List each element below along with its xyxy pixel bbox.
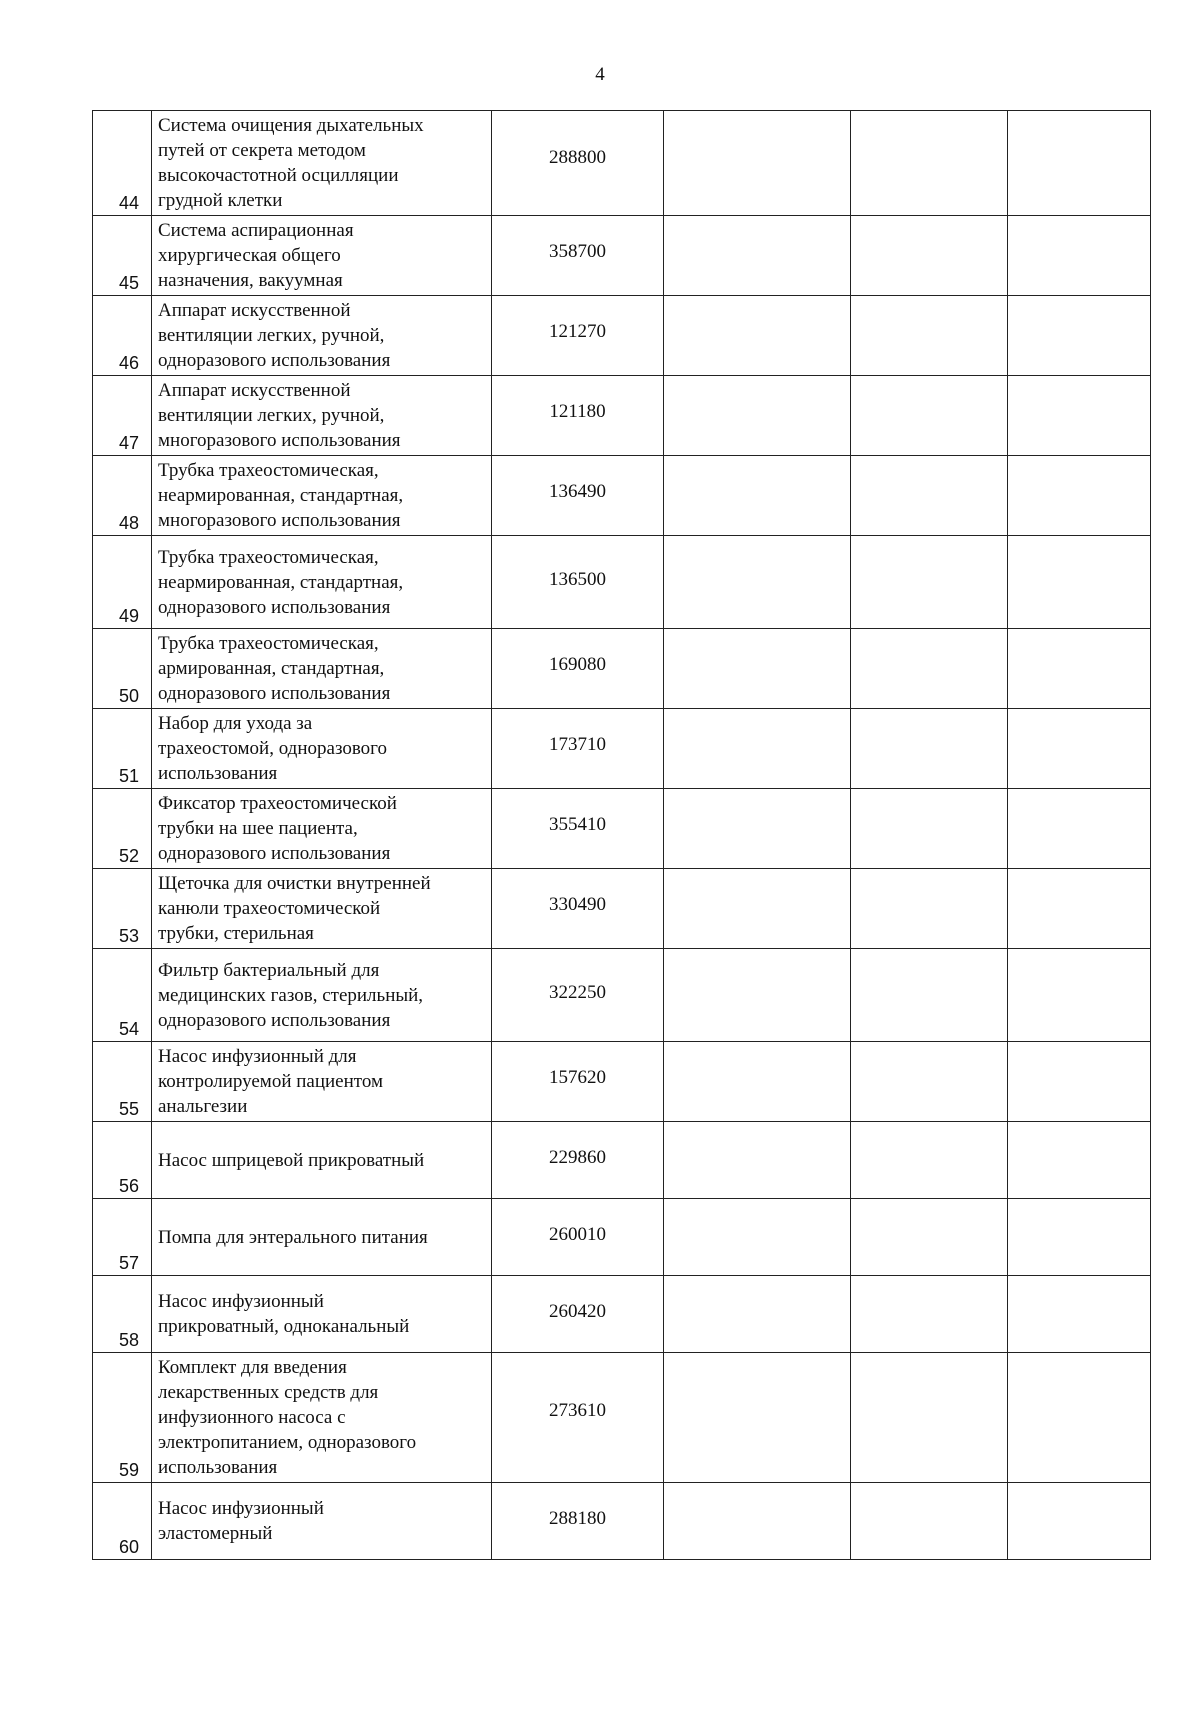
device-code: 355410 bbox=[492, 789, 664, 869]
empty-cell bbox=[664, 1042, 851, 1122]
empty-cell bbox=[851, 456, 1008, 536]
empty-cell bbox=[664, 789, 851, 869]
empty-cell bbox=[851, 216, 1008, 296]
empty-cell bbox=[1008, 949, 1151, 1042]
empty-cell bbox=[851, 1353, 1008, 1483]
device-name: Насос инфузионный эластомерный bbox=[152, 1483, 492, 1560]
device-code: 260420 bbox=[492, 1276, 664, 1353]
table-row bbox=[93, 629, 1151, 709]
row-number: 59 bbox=[93, 1353, 152, 1483]
row-number: 54 bbox=[93, 949, 152, 1042]
row-number: 58 bbox=[93, 1276, 152, 1353]
device-name: Насос инфузионный прикроватный, одноканальный bbox=[152, 1276, 492, 1353]
empty-cell bbox=[1008, 376, 1151, 456]
table-row bbox=[93, 1042, 1151, 1122]
row-number: 53 bbox=[93, 869, 152, 949]
empty-cell bbox=[1008, 709, 1151, 789]
empty-cell bbox=[851, 789, 1008, 869]
table-row bbox=[93, 1276, 1151, 1353]
table-row bbox=[93, 296, 1151, 376]
device-code: 173710 bbox=[492, 709, 664, 789]
device-name: Аппарат искусственной вентиляции легких, ручной, многоразового использования bbox=[152, 376, 492, 456]
device-code: 136500 bbox=[492, 536, 664, 629]
empty-cell bbox=[851, 536, 1008, 629]
empty-cell bbox=[1008, 1122, 1151, 1199]
device-name: Трубка трахеостомическая, неармированная, стандартная, одноразового использования bbox=[152, 536, 492, 629]
empty-cell bbox=[664, 1353, 851, 1483]
device-code: 169080 bbox=[492, 629, 664, 709]
table-row bbox=[93, 216, 1151, 296]
empty-cell bbox=[664, 1199, 851, 1276]
empty-cell bbox=[1008, 1483, 1151, 1560]
page-number: 4 bbox=[595, 64, 605, 85]
empty-cell bbox=[664, 709, 851, 789]
empty-cell bbox=[664, 629, 851, 709]
device-name: Система аспирационная хирургическая общего назначения, вакуумная bbox=[152, 216, 492, 296]
device-name: Трубка трахеостомическая, армированная, стандартная, одноразового использования bbox=[152, 629, 492, 709]
device-name: Насос инфузионный для контролируемой пациентом анальгезии bbox=[152, 1042, 492, 1122]
empty-cell bbox=[664, 216, 851, 296]
device-name: Трубка трахеостомическая, неармированная, стандартная, многоразового использования bbox=[152, 456, 492, 536]
device-code: 330490 bbox=[492, 869, 664, 949]
device-code: 288180 bbox=[492, 1483, 664, 1560]
empty-cell bbox=[664, 536, 851, 629]
device-name: Аппарат искусственной вентиляции легких, ручной, одноразового использования bbox=[152, 296, 492, 376]
empty-cell bbox=[1008, 1353, 1151, 1483]
table-row bbox=[93, 1199, 1151, 1276]
row-number: 52 bbox=[93, 789, 152, 869]
empty-cell bbox=[664, 869, 851, 949]
table-row bbox=[93, 1353, 1151, 1483]
empty-cell bbox=[664, 1276, 851, 1353]
empty-cell bbox=[851, 1042, 1008, 1122]
empty-cell bbox=[1008, 1199, 1151, 1276]
empty-cell bbox=[851, 869, 1008, 949]
empty-cell bbox=[851, 296, 1008, 376]
empty-cell bbox=[664, 1483, 851, 1560]
row-number: 60 bbox=[93, 1483, 152, 1560]
empty-cell bbox=[664, 1122, 851, 1199]
device-name: Фильтр бактериальный для медицинских газов, стерильный, одноразового использования bbox=[152, 949, 492, 1042]
row-number: 57 bbox=[93, 1199, 152, 1276]
device-name: Набор для ухода за трахеостомой, одноразового использования bbox=[152, 709, 492, 789]
device-code: 121270 bbox=[492, 296, 664, 376]
device-code: 273610 bbox=[492, 1353, 664, 1483]
empty-cell bbox=[851, 1199, 1008, 1276]
empty-cell bbox=[1008, 789, 1151, 869]
device-name: Фиксатор трахеостомической трубки на шее пациента, одноразового использования bbox=[152, 789, 492, 869]
empty-cell bbox=[1008, 216, 1151, 296]
device-name: Насос шприцевой прикроватный bbox=[152, 1122, 492, 1199]
empty-cell bbox=[851, 709, 1008, 789]
empty-cell bbox=[1008, 536, 1151, 629]
empty-cell bbox=[851, 1483, 1008, 1560]
device-code: 229860 bbox=[492, 1122, 664, 1199]
empty-cell bbox=[851, 111, 1008, 216]
device-code: 157620 bbox=[492, 1042, 664, 1122]
row-number: 56 bbox=[93, 1122, 152, 1199]
empty-cell bbox=[851, 376, 1008, 456]
table-row bbox=[93, 949, 1151, 1042]
empty-cell bbox=[1008, 1042, 1151, 1122]
device-code: 322250 bbox=[492, 949, 664, 1042]
empty-cell bbox=[664, 456, 851, 536]
device-code: 260010 bbox=[492, 1199, 664, 1276]
row-number: 44 bbox=[93, 111, 152, 216]
empty-cell bbox=[1008, 296, 1151, 376]
device-name: Помпа для энтерального питания bbox=[152, 1199, 492, 1276]
empty-cell bbox=[1008, 111, 1151, 216]
table-row bbox=[93, 789, 1151, 869]
device-name: Щеточка для очистки внутренней канюли трахеостомической трубки, стерильная bbox=[152, 869, 492, 949]
device-name: Система очищения дыхательных путей от секрета методом высокочастотной осцилляции грудной клетки bbox=[152, 111, 492, 216]
row-number: 45 bbox=[93, 216, 152, 296]
empty-cell bbox=[664, 111, 851, 216]
device-code: 288800 bbox=[492, 111, 664, 216]
empty-cell bbox=[851, 1276, 1008, 1353]
table-row bbox=[93, 709, 1151, 789]
row-number: 51 bbox=[93, 709, 152, 789]
table-row bbox=[93, 111, 1151, 216]
device-name: Комплект для введения лекарственных средств для инфузионного насоса с электропитанием, одноразового использования bbox=[152, 1353, 492, 1483]
row-number: 50 bbox=[93, 629, 152, 709]
empty-cell bbox=[851, 629, 1008, 709]
device-code: 358700 bbox=[492, 216, 664, 296]
empty-cell bbox=[664, 376, 851, 456]
device-table bbox=[92, 110, 1151, 1560]
device-code: 136490 bbox=[492, 456, 664, 536]
empty-cell bbox=[851, 949, 1008, 1042]
table-row bbox=[93, 1122, 1151, 1199]
empty-cell bbox=[664, 949, 851, 1042]
row-number: 47 bbox=[93, 376, 152, 456]
empty-cell bbox=[1008, 1276, 1151, 1353]
empty-cell bbox=[1008, 869, 1151, 949]
empty-cell bbox=[1008, 456, 1151, 536]
table-row bbox=[93, 456, 1151, 536]
row-number: 55 bbox=[93, 1042, 152, 1122]
table-row bbox=[93, 536, 1151, 629]
empty-cell bbox=[664, 296, 851, 376]
row-number: 48 bbox=[93, 456, 152, 536]
row-number: 46 bbox=[93, 296, 152, 376]
row-number: 49 bbox=[93, 536, 152, 629]
table-row bbox=[93, 376, 1151, 456]
device-code: 121180 bbox=[492, 376, 664, 456]
table-row bbox=[93, 1483, 1151, 1560]
table-row bbox=[93, 869, 1151, 949]
empty-cell bbox=[1008, 629, 1151, 709]
empty-cell bbox=[851, 1122, 1008, 1199]
